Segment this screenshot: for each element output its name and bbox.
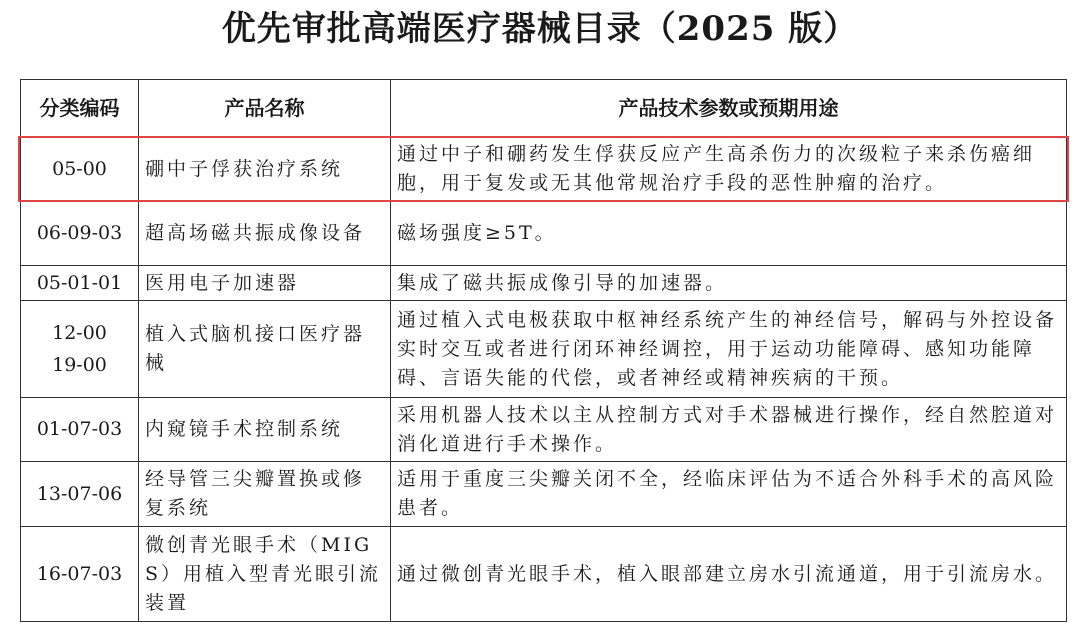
header-product-spec: 产品技术参数或预期用途 [391, 80, 1067, 137]
table-row [21, 462, 1067, 527]
row-name: 硼中子俘获治疗系统 [139, 137, 391, 202]
table-row [21, 202, 1067, 266]
row-name: 经导管三尖瓣置换或修复系统 [139, 462, 391, 527]
row-name: 内窥镜手术控制系统 [139, 398, 391, 462]
row-code: 05-00 [21, 137, 139, 202]
row-desc: 适用于重度三尖瓣关闭不全，经临床评估为不适合外科手术的高风险患者。 [391, 462, 1067, 527]
row-code: 13-07-06 [21, 462, 139, 527]
table-row [21, 398, 1067, 462]
row-code: 06-09-03 [21, 202, 139, 266]
table-row [21, 301, 1067, 398]
table-row [21, 266, 1067, 301]
row-name: 超高场磁共振成像设备 [139, 202, 391, 266]
row-desc: 集成了磁共振成像引导的加速器。 [391, 266, 1067, 301]
row-name: 微创青光眼手术（MIGS）用植入型青光眼引流装置 [139, 527, 391, 622]
table-row [21, 137, 1067, 202]
device-catalog-table [20, 79, 1067, 622]
row-desc: 通过植入式电极获取中枢神经系统产生的神经信号，解码与外控设备实时交互或者进行闭环神经调控，用于运动功能障碍、感知功能障碍、言语失能的代偿，或者神经或精神疾病的干预。 [391, 301, 1067, 398]
header-category-code: 分类编码 [21, 80, 139, 137]
row-code: 01-07-03 [21, 398, 139, 462]
row-desc: 通过微创青光眼手术，植入眼部建立房水引流通道，用于引流房水。 [391, 527, 1067, 622]
row-name: 医用电子加速器 [139, 266, 391, 301]
row-desc: 磁场强度≥5T。 [391, 202, 1067, 266]
header-product-name: 产品名称 [139, 80, 391, 137]
document-title: 优先审批高端医疗器械目录（2025 版） [221, 9, 859, 49]
row-code: 16-07-03 [21, 527, 139, 622]
row-code: 12-00 19-00 [21, 301, 139, 398]
table-header-row [21, 80, 1067, 137]
row-name: 植入式脑机接口医疗器械 [139, 301, 391, 398]
row-desc: 采用机器人技术以主从控制方式对手术器械进行操作，经自然腔道对消化道进行手术操作。 [391, 398, 1067, 462]
row-desc: 通过中子和硼药发生俘获反应产生高杀伤力的次级粒子来杀伤癌细胞，用于复发或无其他常规治疗手段的恶性肿瘤的治疗。 [391, 137, 1067, 202]
table-row [21, 527, 1067, 622]
row-code: 05-01-01 [21, 266, 139, 301]
